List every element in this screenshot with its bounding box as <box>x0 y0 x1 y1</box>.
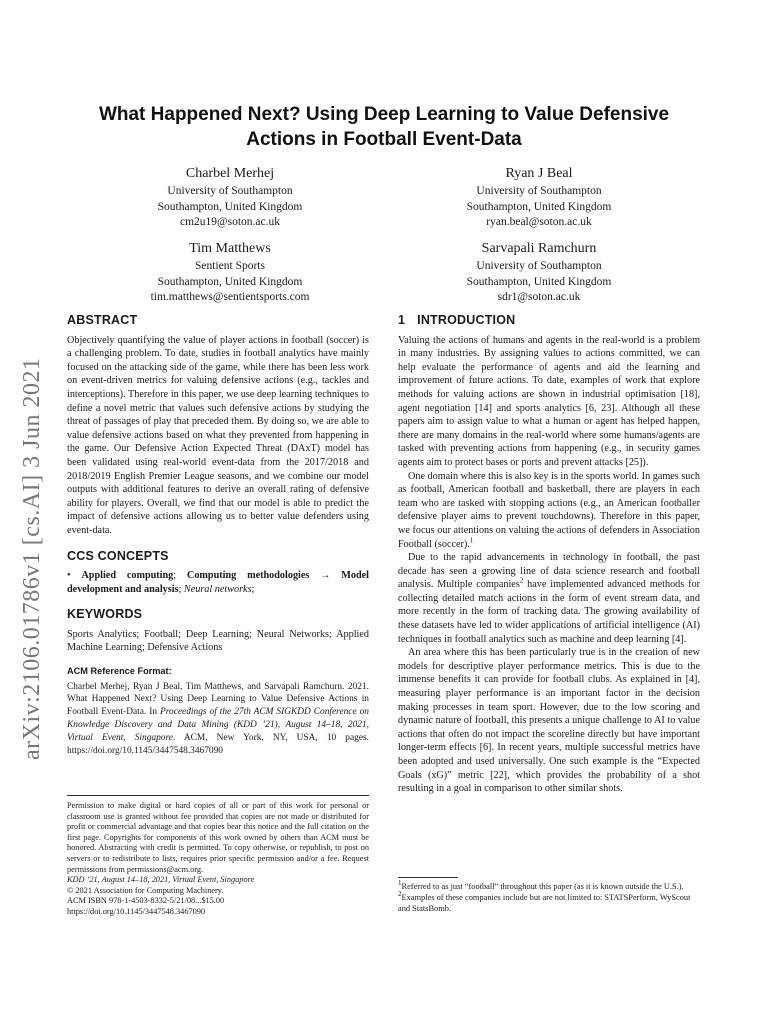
author-block-1 <box>80 165 380 231</box>
author-email[interactable]: cm2u19@soton.ac.uk <box>179 216 281 228</box>
permission-venue: KDD ’21, August 14–18, 2021, Virtual Event, Singapore <box>67 875 255 885</box>
section-number: 1 <box>398 313 406 327</box>
author-location: Southampton, United Kingdom <box>157 275 303 288</box>
ccs-model-development: Model development and analysis <box>67 570 370 595</box>
footnote-text: Referred to as just “football” throughout this paper (as it is known outside the U.S.). <box>401 882 684 891</box>
ccs-arrow: → <box>309 570 342 582</box>
permission-doi[interactable]: https://doi.org/10.1145/3447548.3467090 <box>67 906 206 916</box>
ccs-computing-methodologies: Computing methodologies <box>186 570 310 582</box>
keywords-heading: KEYWORDS <box>67 607 143 622</box>
author-location: Southampton, United Kingdom <box>466 200 612 213</box>
acm-reference-authors: Charbel Merhej, Ryan J Beal, Tim Matthews, and Sarvapali Ramchurn. 2021. What Happened Next? Using Deep Learning to Value Defensive Actions in Football Event-Data. In <box>67 681 369 718</box>
intro-paragraph-3-text-b: have implemented advanced methods for collecting detailed match actions in the form of event stream data, and more recently in the form of tracking data. The growing availability of these datasets have led to wider applications of artificial intelligence (AI) techniques in football analytics such as machine and deep learning [4]. <box>398 579 700 645</box>
keywords-text: Sports Analytics; Football; Deep Learning; Neural Networks; Applied Machine Learning; Defensive Actions <box>67 628 369 654</box>
ccs-separator: ; <box>173 570 187 582</box>
abstract-text: Objectively quantifying the value of player actions in football (soccer) is a challenging problem. To date, studies in football analytics have mainly focused on the attacking side of the game, while there has been less work on event-driven metrics for valuing defensive actions (e.g., tackles and interceptions). Therefore in this paper, we use deep learning techniques to define a novel metric that values such defensive actions by studying the threat of passages of play that preceded them. By doing so, we are able to value defensive actions based on what they prevented from happening in the game. Our Defensive Action Expected Threat (DAxT) model has been validated using real-world event-data from the 2017/2018 and 2018/2019 English Premier League seasons, and we combine our model outputs with additional features to derive an overall rating of defensive ability for players. Overall, we find that our model is able to predict the impact of defensive actions allowing us to better value defenders using event-data. <box>67 334 369 536</box>
acm-reference-proceedings: Proceedings of the 27th ACM SIGKDD Conference on Knowledge Discovery and Data Mining (KDD ’21), August 14–18, 2021, Virtual Event, Singapore <box>67 707 369 743</box>
author-email[interactable]: tim.matthews@sentientsports.com <box>150 291 310 303</box>
author-name: Tim Matthews <box>189 241 271 256</box>
right-column <box>398 314 700 796</box>
ccs-concepts-text <box>67 569 369 596</box>
footnote-number: 1 <box>398 879 402 888</box>
intro-paragraph-2 <box>398 470 700 552</box>
author-affiliation: University of Southampton <box>167 185 293 197</box>
ccs-applied-computing: Applied computing <box>81 570 174 582</box>
author-location: Southampton, United Kingdom <box>157 200 303 213</box>
intro-paragraph-1: Valuing the actions of humans and agents in the real-world is a problem in many industries. By assigning values to actions committed, we can help evaluate the performance of agents and aid the learning and improvement of future actions. To date, examples of work that explore methods for valuing actions are shown in industrial optimisation [18], agent negotiation [14] and sports analytics [6, 23]. Although all these papers aim to assign value to what a human or agent has helped happen, there are many domains in the real-world where some humans/agents are tasked with preventing actions from happening (e.g., in security games agents aim to protect bases or ports and prevent attacks [25]). <box>398 334 700 468</box>
footnote-marker-1[interactable]: 1 <box>469 536 474 545</box>
intro-paragraph-2-text: One domain where this is also key is in the sports world. In games such as football, American football and basketball, there are players in each team who are tasked with stopping actions (e.g., an American footballer defensive player aims to prevent touchdowns). Therefore in this paper, we focus our attentions on valuing the actions of defenders in Association Football (soccer). <box>398 470 700 550</box>
footnote-rule <box>398 877 458 878</box>
ccs-end: ; <box>251 583 255 595</box>
title-line-1: What Happened Next? Using Deep Learning to Value Defensive <box>98 104 670 125</box>
intro-paragraph-4: An area where this has been particularly true is in the creation of new models for descriptive player performance metrics. This is due to the immense benefits it can provide for football clubs. As explained in [4], measuring player performance is an important factor in the decision making processes in team sport. However, due to the low scoring and dynamic nature of football, this presents a unique challenge to AI to value actions that often do not impact the scoreline directly but have important longer-term effects [6]. In recent years, multiple successful metrics have been adopted and used universally. One such example is the “Expected Goals (xG)” metric [22], which provides the probability of a shot resulting in a goal in comparison to other similar shots. <box>398 647 700 795</box>
footnotes <box>398 881 700 914</box>
footnote-1 <box>398 881 700 892</box>
intro-paragraph-3-text-a: Due to the rapid advancements in technology in football, the past decade has seen a growing line of data science research and football analysis. Multiple companies <box>398 552 700 591</box>
author-email[interactable]: ryan.beal@soton.ac.uk <box>486 216 592 228</box>
paper-title <box>60 102 708 152</box>
author-block-3 <box>80 240 380 306</box>
left-column <box>67 314 369 757</box>
acm-reference-tail: . ACM, New York, NY, USA, 10 pages. https://doi.org/10.1145/3447548.3467090 <box>67 732 369 756</box>
author-name: Charbel Merhej <box>185 166 275 181</box>
abstract-heading: ABSTRACT <box>67 313 138 327</box>
footnote-2 <box>398 892 700 914</box>
intro-paragraph-3 <box>398 551 700 646</box>
permission-copyright: © 2021 Association for Computing Machinery. <box>67 885 224 895</box>
ccs-separator: ; <box>178 583 184 595</box>
introduction-heading <box>398 314 700 328</box>
permission-notice <box>67 795 369 918</box>
author-name: Ryan J Beal <box>505 166 573 181</box>
author-name: Sarvapali Ramchurn <box>481 241 597 256</box>
section-title: INTRODUCTION <box>417 313 516 327</box>
author-affiliation: Sentient Sports <box>195 260 265 272</box>
author-location: Southampton, United Kingdom <box>466 275 612 288</box>
author-block-4 <box>389 240 689 306</box>
acm-reference-heading: ACM Reference Format: <box>67 666 172 677</box>
footnote-marker-2[interactable]: 2 <box>519 576 524 585</box>
footnote-number: 2 <box>398 890 402 899</box>
permission-isbn: ACM ISBN 978-1-4503-8332-5/21/08...$15.00 <box>67 896 225 906</box>
footnote-text: Examples of these companies include but are not limited to: STATSPerform, WyScout and StatsBomb. <box>398 893 691 913</box>
author-email[interactable]: sdr1@soton.ac.uk <box>497 291 581 303</box>
author-affiliation: University of Southampton <box>476 185 602 197</box>
author-affiliation: University of Southampton <box>476 260 602 272</box>
acm-reference-text <box>67 681 369 758</box>
author-block-2 <box>389 165 689 231</box>
title-line-2: Actions in Football Event-Data <box>246 129 522 150</box>
ccs-heading: CCS CONCEPTS <box>67 548 169 563</box>
permission-text: Permission to make digital or hard copies of all or part of this work for personal or classroom use is granted without fee provided that copies are not made or distributed for profit or commercial advantage and that copies bear this notice and the full citation on the first page. Copyrights for components of this work owned by others than ACM must be honored. Abstracting with credit is permitted. To copy otherwise, or republish, to post on servers or to redistribute to lists, requires prior specific permission and/or a fee. Request permissions from permissions@acm.org. <box>67 801 369 874</box>
ccs-neural-networks: Neural networks <box>183 583 252 595</box>
arxiv-stamp: arXiv:2106.01786v1 [cs.AI] 3 Jun 2021 <box>19 357 45 760</box>
ccs-bullet: • <box>67 570 71 582</box>
